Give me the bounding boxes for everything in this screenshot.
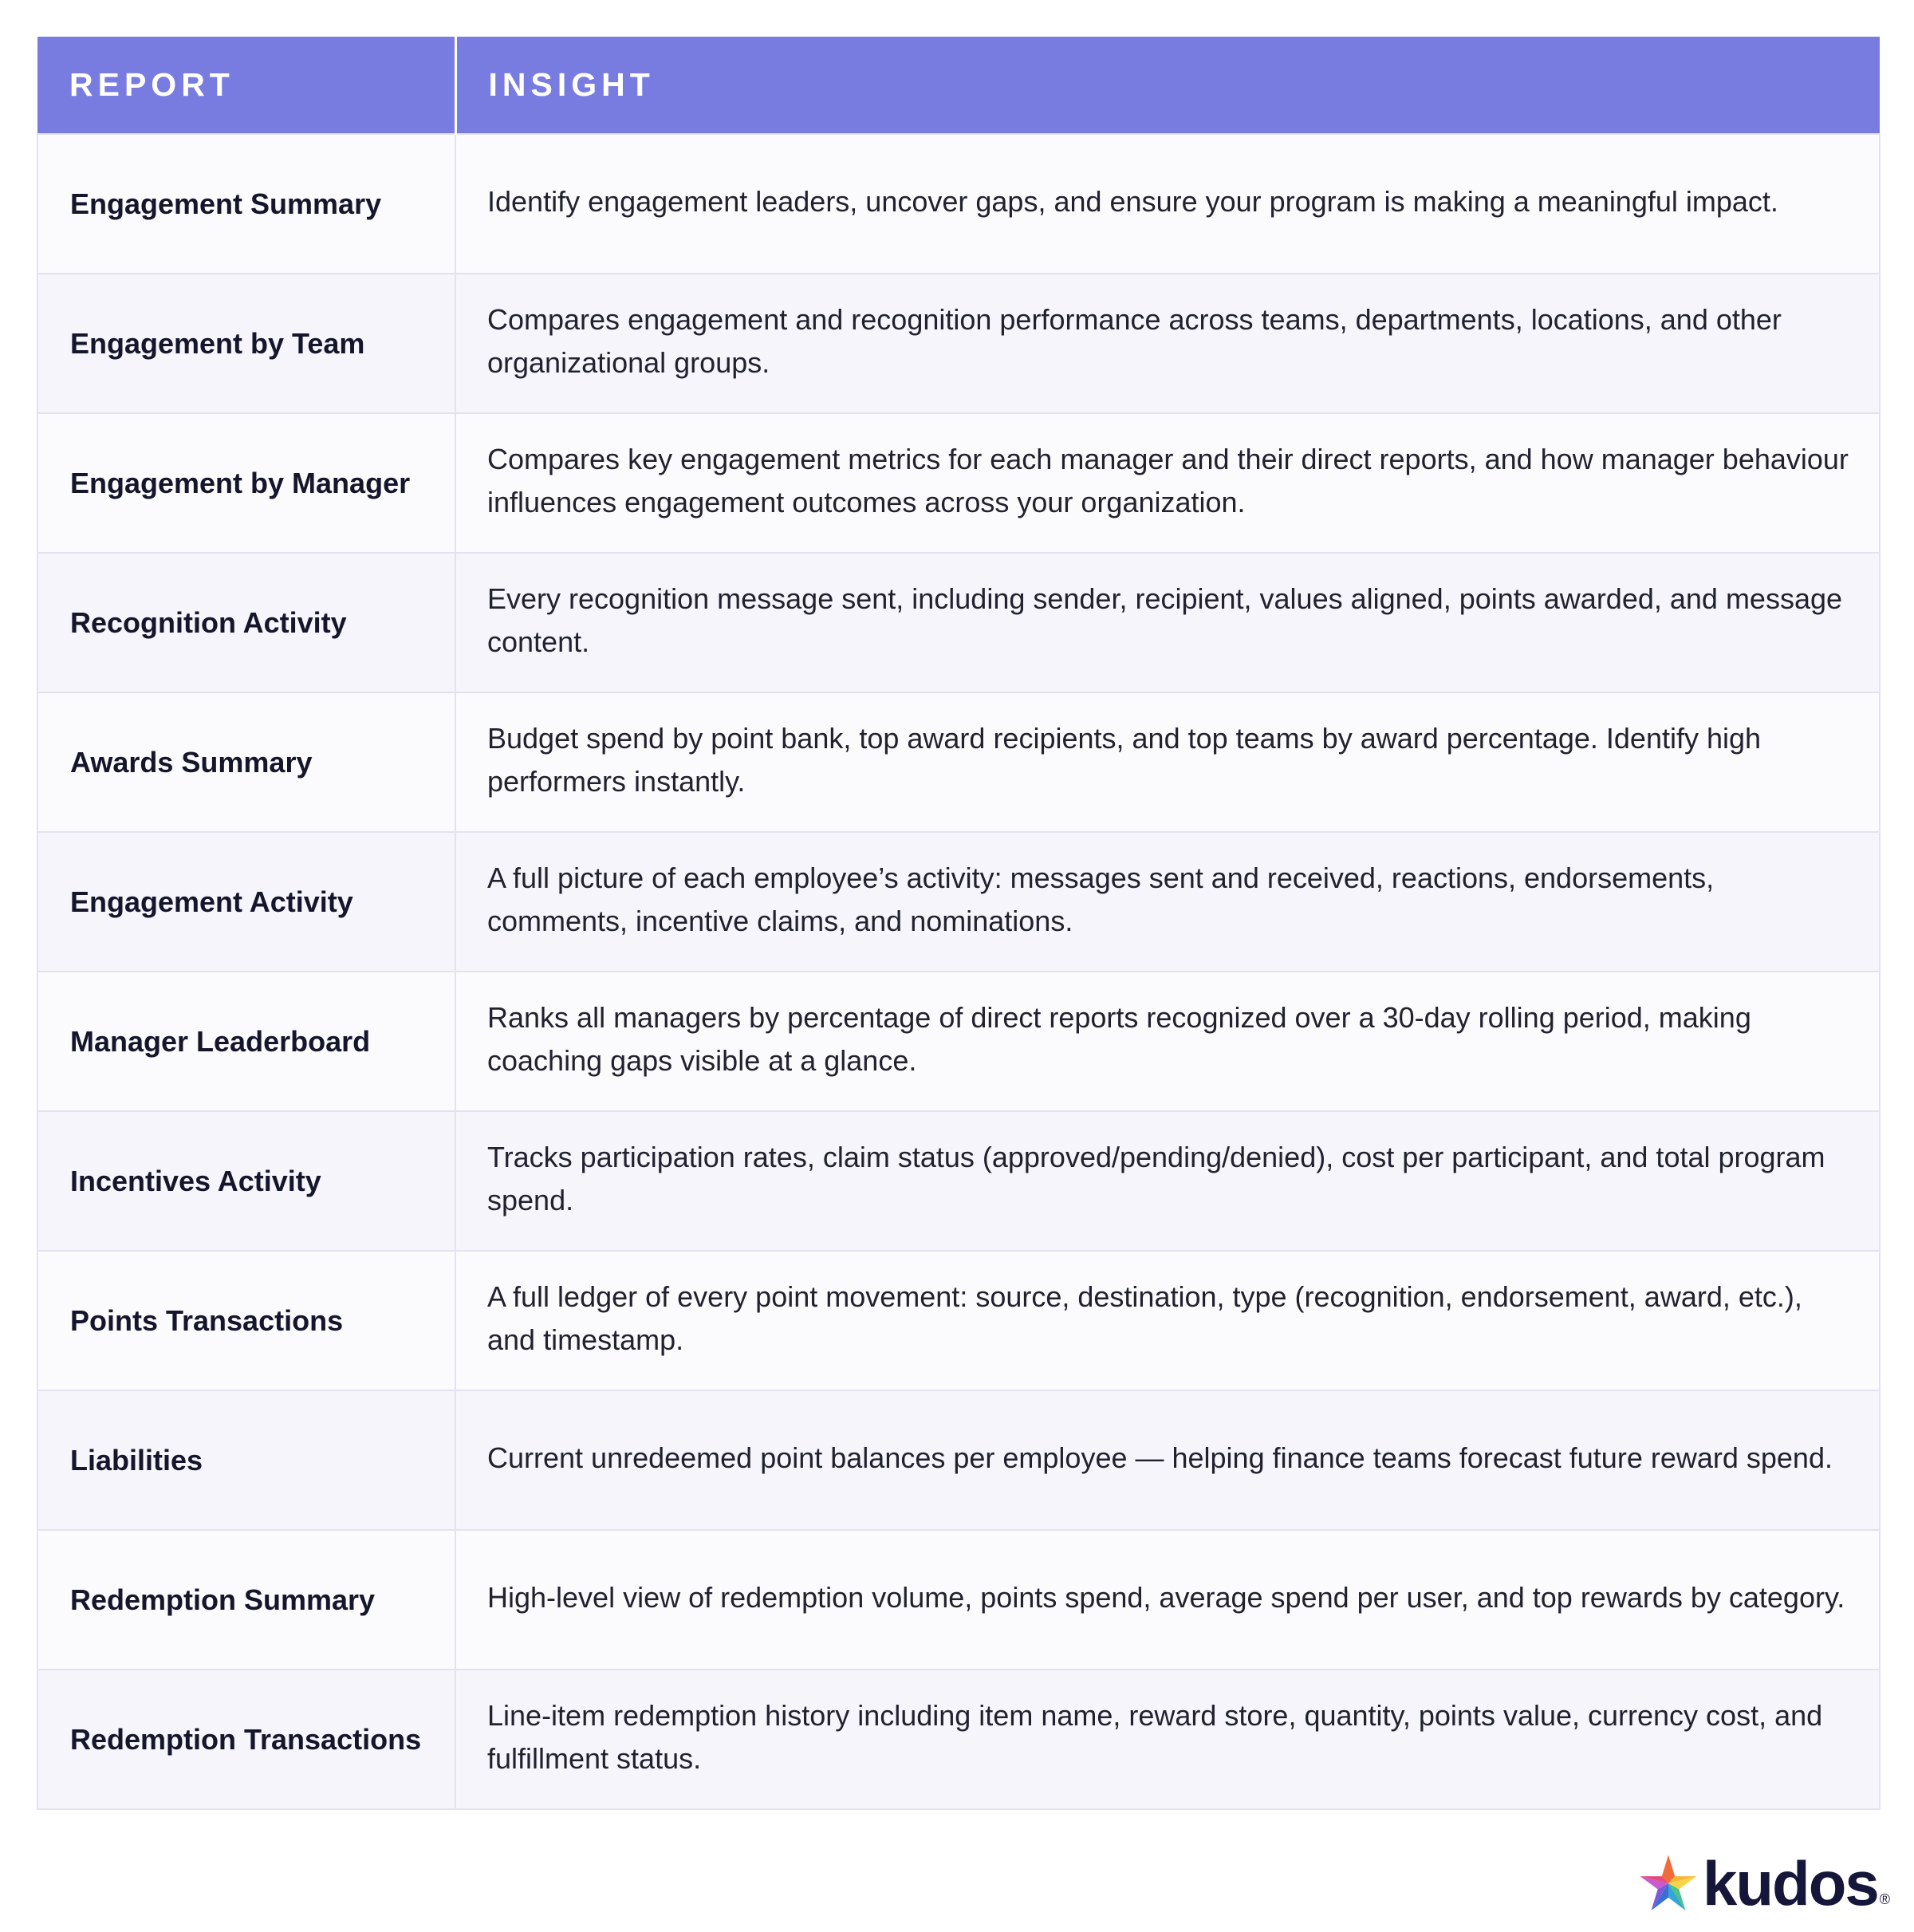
report-insight: High-level view of redemption volume, points spend, average spend per user, and top rewards by category.	[455, 1530, 1880, 1670]
report-name: Awards Summary	[37, 692, 455, 832]
registered-mark: ®	[1879, 1891, 1890, 1907]
report-insight: Compares key engagement metrics for each manager and their direct reports, and how manager behaviour influences engagement outcomes across your organization.	[455, 413, 1880, 553]
report-insight: Every recognition message sent, including sender, recipient, values aligned, points awarded, and message content.	[455, 553, 1880, 692]
report-name: Redemption Summary	[37, 1530, 455, 1670]
report-name: Engagement by Manager	[37, 413, 455, 553]
logo-wordmark: kudos	[1703, 1848, 1878, 1918]
report-insight: Identify engagement leaders, uncover gaps, and ensure your program is making a meaningful impact.	[455, 134, 1880, 274]
column-header-report: REPORT	[37, 37, 455, 134]
report-name: Liabilities	[37, 1390, 455, 1530]
column-header-insight: INSIGHT	[455, 37, 1880, 134]
table-row	[37, 1251, 1880, 1390]
reports-table	[37, 37, 1881, 1810]
table-row	[37, 972, 1880, 1111]
report-name: Manager Leaderboard	[37, 972, 455, 1111]
table-row	[37, 553, 1880, 692]
report-name: Points Transactions	[37, 1251, 455, 1390]
report-insight: Current unredeemed point balances per employee — helping finance teams forecast future reward spend.	[455, 1390, 1880, 1530]
report-name: Engagement Activity	[37, 832, 455, 972]
report-name: Engagement by Team	[37, 274, 455, 413]
report-insight: A full ledger of every point movement: source, destination, type (recognition, endorsement, award, etc.), and timestamp.	[455, 1251, 1880, 1390]
multicolor-star-icon	[1639, 1854, 1698, 1913]
report-insight: Budget spend by point bank, top award recipients, and top teams by award percentage. Identify high performers instantly.	[455, 692, 1880, 832]
report-insight: Line-item redemption history including item name, reward store, quantity, points value, currency cost, and fulfillment status.	[455, 1670, 1880, 1809]
table-row	[37, 692, 1880, 832]
table-row	[37, 413, 1880, 553]
table-row	[37, 134, 1880, 274]
report-insight: Ranks all managers by percentage of direct reports recognized over a 30-day rolling period, making coaching gaps visible at a glance.	[455, 972, 1880, 1111]
report-insight: Tracks participation rates, claim status (approved/pending/denied), cost per participant, and total program spend.	[455, 1111, 1880, 1251]
report-insight: A full picture of each employee’s activity: messages sent and received, reactions, endorsements, comments, incentive claims, and nominations.	[455, 832, 1880, 972]
report-insight: Compares engagement and recognition performance across teams, departments, locations, and other organizational groups.	[455, 274, 1880, 413]
table-row	[37, 1530, 1880, 1670]
report-name: Redemption Transactions	[37, 1670, 455, 1809]
table-row	[37, 1390, 1880, 1530]
table-row	[37, 274, 1880, 413]
table-row	[37, 1670, 1880, 1809]
report-name: Engagement Summary	[37, 134, 455, 274]
report-name: Recognition Activity	[37, 553, 455, 692]
table-header-row	[37, 37, 1880, 134]
report-name: Incentives Activity	[37, 1111, 455, 1251]
table-row	[37, 832, 1880, 972]
table-row	[37, 1111, 1880, 1251]
kudos-logo	[1639, 1847, 1890, 1919]
